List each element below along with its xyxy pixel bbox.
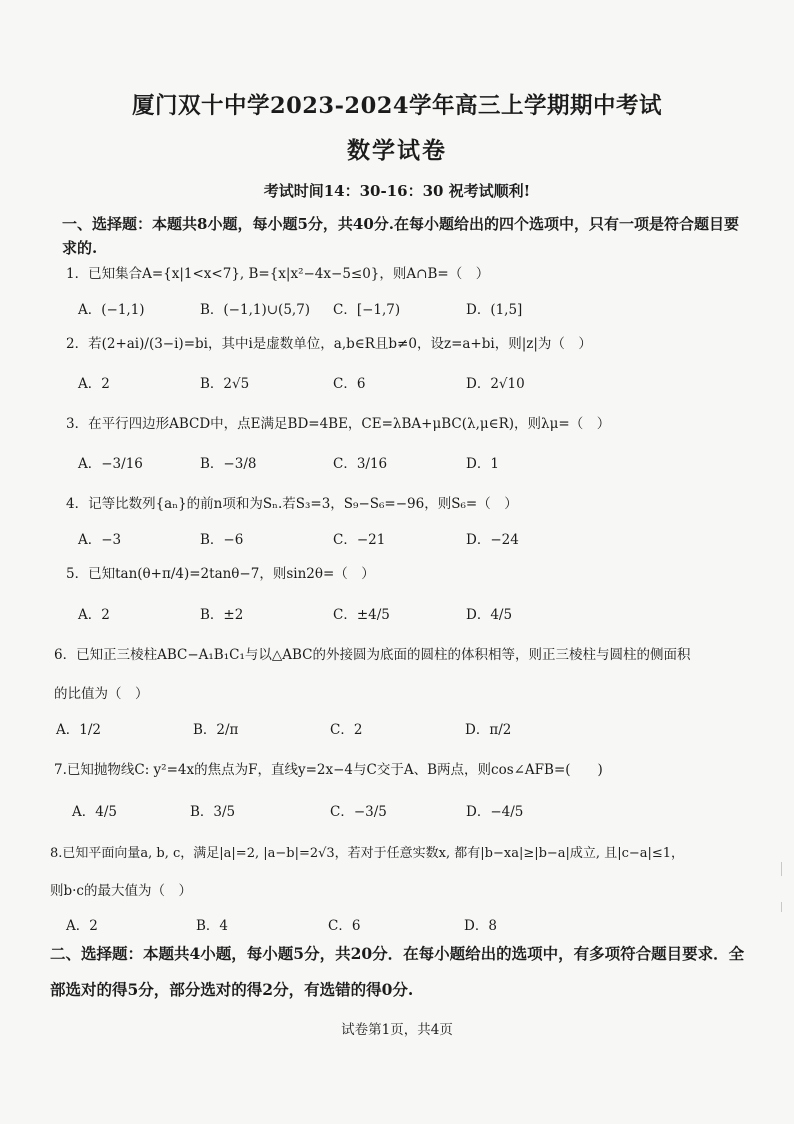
q1-option-c: C．[−1,7) bbox=[333, 302, 401, 318]
section2-heading: 二、选择题：本题共4小题，每小题5分，共20分．在每小题给出的选项中，有多项符合题目要求．全部选对的得5分，部分选对的得2分，有选错的得0分. bbox=[50, 944, 745, 999]
question-4-stem: 4．记等比数列{aₙ}的前n项和为Sₙ.若S₃=3，S₉−S₆=−96，则S₆=（ ） bbox=[66, 496, 518, 512]
q6-option-c: C．2 bbox=[330, 722, 363, 738]
q3-option-a: A．−3/16 bbox=[78, 456, 143, 472]
q7-option-b: B．3/5 bbox=[190, 804, 236, 820]
q6-option-a: A．1/2 bbox=[56, 722, 101, 738]
q2-option-b: B．2√5 bbox=[200, 376, 250, 392]
question-7-stem: 7.已知抛物线C: y²=4x的焦点为F，直线y=2x−4与C交于A、B两点，则cos∠AFB=( ) bbox=[54, 762, 603, 778]
q8-option-d: D．8 bbox=[464, 918, 497, 934]
question-8-stem-line2: 则b·c的最大值为（ ） bbox=[50, 883, 192, 899]
question-1-stem: 1．已知集合A={x|1<x<7}, B={x|x²−4x−5≤0}，则A∩B=（ ） bbox=[66, 266, 490, 282]
scan-mark bbox=[781, 902, 782, 912]
q1-option-d: D．(1,5] bbox=[466, 302, 523, 318]
q2-option-d: D．2√10 bbox=[466, 376, 525, 392]
q4-option-b: B．−6 bbox=[200, 532, 244, 548]
page-footer: 试卷第1页，共4页 bbox=[341, 1022, 453, 1038]
subject-title: 数学试卷 bbox=[347, 137, 447, 164]
q5-option-b: B．±2 bbox=[200, 607, 244, 623]
q6-option-b: B．2/π bbox=[193, 722, 239, 738]
q7-option-d: D．−4/5 bbox=[466, 804, 524, 820]
q2-option-c: C．6 bbox=[333, 376, 366, 392]
q2-option-a: A．2 bbox=[78, 376, 110, 392]
q3-option-d: D．1 bbox=[466, 456, 499, 472]
question-5-stem: 5．已知tan(θ+π/4)=2tanθ−7，则sin2θ=（ ） bbox=[66, 566, 375, 582]
q1-option-b: B．(−1,1)∪(5,7) bbox=[200, 302, 311, 318]
q7-option-c: C．−3/5 bbox=[330, 804, 387, 820]
q8-option-a: A．2 bbox=[66, 918, 98, 934]
q4-option-c: C．−21 bbox=[333, 532, 386, 548]
question-6-stem-line1: 6．已知正三棱柱ABC−A₁B₁C₁与以△ABC的外接圆为底面的圆柱的体积相等，则正三棱柱与圆柱的侧面积 bbox=[54, 647, 691, 663]
question-3-stem: 3．在平行四边形ABCD中，点E满足BD=4BE，CE=λBA+μBC(λ,μ∈R)，则λμ=（ ） bbox=[66, 416, 611, 432]
q7-option-a: A．4/5 bbox=[72, 804, 117, 820]
question-6-stem-line2: 的比值为（ ） bbox=[54, 686, 149, 702]
exam-time: 考试时间14：30-16：30 祝考试顺利! bbox=[263, 182, 531, 200]
scan-mark bbox=[781, 862, 782, 876]
school-title: 厦门双十中学2023-2024学年高三上学期期中考试 bbox=[131, 93, 663, 119]
q3-option-c: C．3/16 bbox=[333, 456, 388, 472]
question-2-stem: 2．若(2+ai)/(3−i)=bi，其中i是虚数单位，a,b∈R且b≠0，设z=a+bi，则|z|为（ ） bbox=[66, 336, 592, 352]
q6-option-d: D．π/2 bbox=[465, 722, 512, 738]
q3-option-b: B．−3/8 bbox=[200, 456, 257, 472]
q8-option-c: C．6 bbox=[328, 918, 361, 934]
q5-option-d: D．4/5 bbox=[466, 607, 513, 623]
section1-heading: 一、选择题：本题共8小题，每小题5分，共40分.在每小题给出的四个选项中，只有一项是符合题目要求的. bbox=[62, 215, 739, 257]
q8-option-b: B．4 bbox=[196, 918, 229, 934]
q5-option-a: A．2 bbox=[78, 607, 110, 623]
q4-option-a: A．−3 bbox=[78, 532, 122, 548]
q5-option-c: C．±4/5 bbox=[333, 607, 390, 623]
q1-option-a: A．(−1,1) bbox=[78, 302, 145, 318]
question-8-stem-line1: 8.已知平面向量a, b, c，满足|a|=2, |a−b|=2√3，若对于任意实数x, 都有|b−xa|≥|b−a|成立, 且|c−a|≤1， bbox=[50, 846, 685, 861]
q4-option-d: D．−24 bbox=[466, 532, 519, 548]
